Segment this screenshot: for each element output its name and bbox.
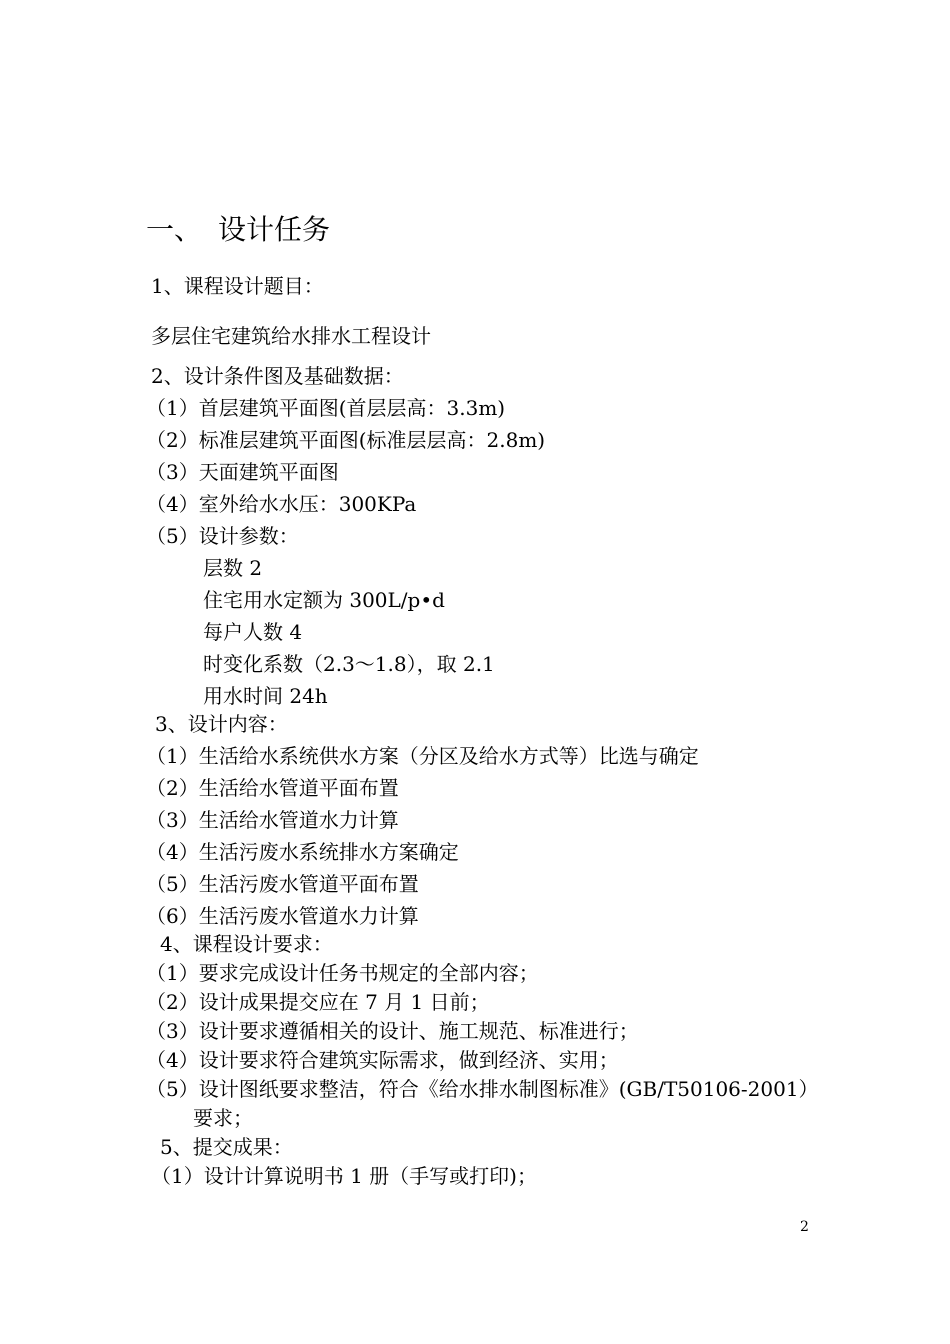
- list-item-continuation: 要求；: [193, 1106, 253, 1130]
- section-heading: [146, 210, 330, 250]
- list-item: （4）室外给水水压：300KPa: [146, 492, 417, 516]
- item-design-content-label: 3、设计内容：: [155, 712, 288, 736]
- parameter-line: 时变化系数（2.3～1.8），取 2.1: [203, 652, 495, 676]
- list-item: （1）首层建筑平面图(首层层高：3.3m): [146, 396, 506, 420]
- list-item: （4）设计要求符合建筑实际需求，做到经济、实用；: [146, 1048, 619, 1072]
- list-item: （5）生活污废水管道平面布置: [146, 872, 419, 896]
- list-item: （2）生活给水管道平面布置: [146, 776, 399, 800]
- section-number: 一、: [146, 213, 203, 246]
- parameter-line: 住宅用水定额为 300L/p•d: [203, 588, 445, 612]
- section-title: 设计任务: [218, 213, 331, 246]
- list-item: （3）设计要求遵循相关的设计、施工规范、标准进行；: [146, 1019, 639, 1043]
- page-number: 2: [800, 1219, 809, 1235]
- list-item: （1）要求完成设计任务书规定的全部内容；: [146, 961, 539, 985]
- list-item: （6）生活污废水管道水力计算: [146, 904, 419, 928]
- list-item: （3）天面建筑平面图: [146, 460, 339, 484]
- course-title: 多层住宅建筑给水排水工程设计: [151, 324, 431, 348]
- list-item: （1）生活给水系统供水方案（分区及给水方式等）比选与确定: [146, 744, 699, 768]
- item-course-title-label: 1、课程设计题目：: [151, 274, 324, 298]
- item-deliverables-label: 5、提交成果：: [160, 1135, 293, 1159]
- list-item: （5）设计图纸要求整洁，符合《给水排水制图标准》(GB/T50106-2001）: [146, 1077, 819, 1101]
- list-item: （4）生活污废水系统排水方案确定: [146, 840, 459, 864]
- parameter-line: 每户人数 4: [203, 620, 303, 644]
- parameter-line: 层数 2: [203, 556, 263, 580]
- list-item: （1）设计计算说明书 1 册（手写或打印)；: [151, 1164, 537, 1188]
- item-design-conditions-label: 2、设计条件图及基础数据：: [151, 364, 404, 388]
- list-item: （2）设计成果提交应在 7 月 1 日前；: [146, 990, 490, 1014]
- list-item: （2）标准层建筑平面图(标准层层高：2.8m): [146, 428, 546, 452]
- item-requirements-label: 4、课程设计要求：: [160, 932, 333, 956]
- list-item: （3）生活给水管道水力计算: [146, 808, 399, 832]
- parameter-line: 用水时间 24h: [203, 684, 328, 708]
- list-item: （5）设计参数：: [146, 524, 299, 548]
